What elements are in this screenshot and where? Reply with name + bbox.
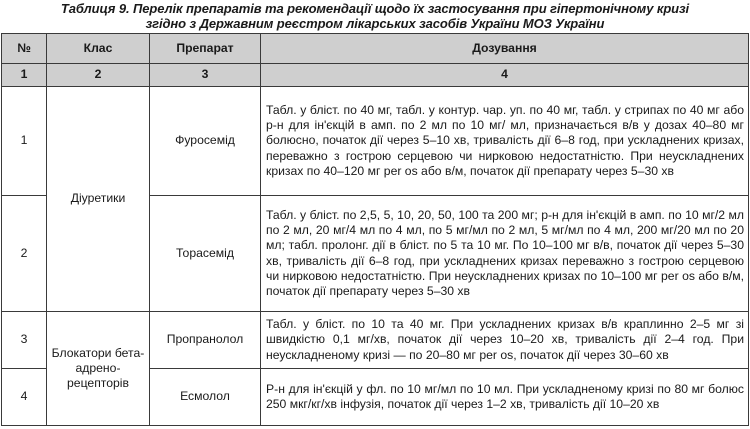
column-number: 4 (261, 64, 749, 87)
header-drug: Препарат (150, 34, 261, 64)
caption-line-1: Таблиця 9. Перелік препаратів та рекомендації щодо їх застосування при гіпертонічному кризі (60, 1, 690, 16)
drug-name: Фуросемід (150, 87, 261, 196)
table-row (2, 87, 749, 196)
dosage-text: Табл. у бліст. по 2,5, 5, 10, 20, 50, 100 та 200 мг; р-н для ін'єкцій в амп. по 10 мг/2 мл по 2 мл, 20 мг/4 мл по 4 мл, по 5 мг/мл по 2 мл, 5 мг/мл по 4 мл, 200 мг/20 мл по 20 мл; табл. пролонг. дії в бліст. по 5 та 10 мг. По 10–100 мг в/в, початок дії через 5–30 хв, тривалість дії 6–8 год, при ускладнених кризах переважно з гострою серцевою чи нирковою недостатністю. При неускладнених кризах по 10–100 мг per os або в/м, початок дії препарату через 5–30 хв (261, 196, 749, 312)
column-number: 2 (47, 64, 150, 87)
row-number: 4 (2, 369, 47, 426)
column-number: 3 (150, 64, 261, 87)
row-number: 3 (2, 312, 47, 369)
header-number: № (2, 34, 47, 64)
dosage-text: Табл. у бліст. по 40 мг, табл. у контур. чар. уп. по 40 мг, табл. у стрипах по 40 мг або р-н для ін'єкцій в амп. по 2 мл по 10 мг/ мл, призначається в/в у дозах 40–80 мг болюсно, початок дії через 5–10 хв, тривалість дії 6–8 год, при ускладнених кризах, переважно з гострою серцевою чи нирковою недостатністю. При неускладнених кризах по 40–120 мг per os або в/м, початок дії препарату через 5–30 хв (261, 87, 749, 196)
table-caption (2, 1, 748, 33)
drug-name: Торасемід (150, 196, 261, 312)
dosage-text: Р-н для ін'єкцій у фл. по 10 мг/мл по 10 мл. При ускладненому кризі по 80 мг болюс 250 мкг/кг/хв інфузія, початок дії через 1–2 хв, тривалість дії 10–20 хв (261, 369, 749, 426)
drug-name: Пропранолол (150, 312, 261, 369)
row-number: 2 (2, 196, 47, 312)
table-row (2, 312, 749, 369)
header-dosage: Дозування (261, 34, 749, 64)
header-row (2, 34, 749, 64)
drug-name: Есмолол (150, 369, 261, 426)
dosage-text: Табл. у бліст. по 10 та 40 мг. При ускладнених кризах в/в краплинно 2–5 мг зі швидкістю 0,1 мг/хв, початок дії через 10–20 хв, тривалість дії 2–4 год. При неускладненому кризі — по 20–80 мг per os, початок дії через 30–60 хв (261, 312, 749, 369)
header-class: Клас (47, 34, 150, 64)
row-number: 1 (2, 87, 47, 196)
class-diuretics: Діуретики (47, 87, 150, 312)
column-number-row (2, 64, 749, 87)
class-beta-blockers: Блокатори бета-адрено-рецепторів (47, 312, 150, 426)
column-number: 1 (2, 64, 47, 87)
drug-table (1, 33, 749, 426)
caption-line-2: згідно з Державним реєстром лікарських засобів України МОЗ України (145, 16, 605, 31)
